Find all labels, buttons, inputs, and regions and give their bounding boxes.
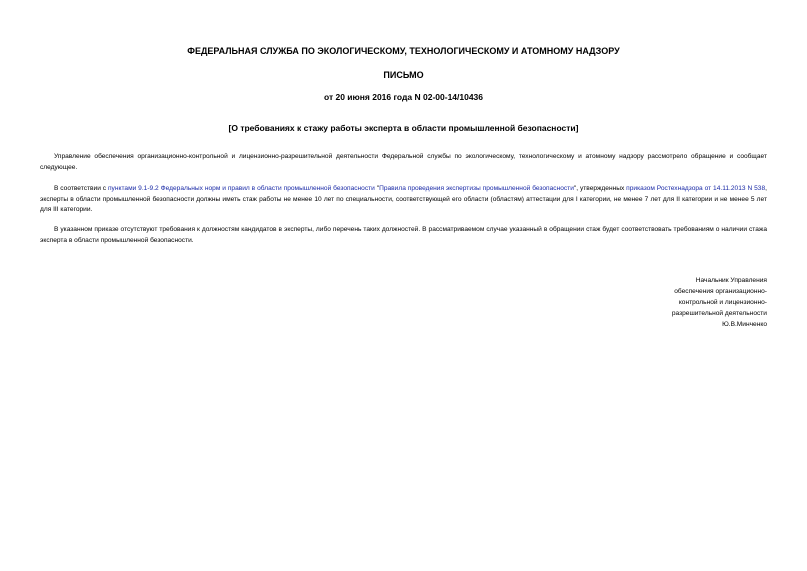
paragraph-text: , эксперты в области промышленной безопасности должны иметь стаж работы не менее 10 лет по специальности, соответствующей его области (областям) аттестации для I категории, не менее 7 лет для II категории и не менее 5 лет для III категории.	[40, 185, 767, 214]
signatory-name: Ю.В.Минченко	[722, 321, 767, 328]
paragraph-conclusion: В указанном приказе отсутствуют требования к должностям кандидатов в эксперты, либо перечень таких должностей. В рассматриваемом случае указанный в обращении стаж будет соответствовать требованиям о наличии стажа эксперта в области промышленной безопасности.	[40, 226, 767, 244]
order-link[interactable]: приказом Ростехнадзора от 14.11.2013 N 538	[626, 185, 766, 192]
paragraph-text: "	[374, 185, 380, 192]
rules-link[interactable]: Правила проведения экспертизы промышленной безопасности	[379, 185, 574, 192]
document-date-number: от 20 июня 2016 года N 02-00-14/10436	[323, 92, 484, 102]
paragraph-requirements	[40, 184, 767, 216]
paragraph-text: В соответствии с	[54, 185, 108, 192]
signature-position-line: Начальник Управления	[695, 277, 767, 284]
signature-position-line: обеспечения организационно-	[674, 288, 767, 295]
document-subject: [О требованиях к стажу работы эксперта в области промышленной безопасности]	[228, 123, 579, 133]
signature-position-line: контрольной и лицензионно-	[678, 299, 767, 306]
norms-link[interactable]: пунктами 9.1-9.2 Федеральных норм и правил в области промышленной безопасности	[107, 185, 375, 192]
signature-position-line: разрешительной деятельности	[671, 310, 767, 317]
signature-block	[607, 275, 767, 330]
paragraph-intro: Управление обеспечения организационно-контрольной и лицензионно-разрешительной деятельности Федеральной службы по экологическому, технологическому и атомному надзору рассмотрело обращение и сообщает следующее.	[40, 153, 767, 171]
document-type: ПИСЬМО	[383, 70, 424, 80]
agency-title: ФЕДЕРАЛЬНАЯ СЛУЖБА ПО ЭКОЛОГИЧЕСКОМУ, ТЕХНОЛОГИЧЕСКОМУ И АТОМНОМУ НАДЗОРУ	[187, 46, 620, 56]
paragraph-text: ", утвержденных	[573, 185, 627, 192]
